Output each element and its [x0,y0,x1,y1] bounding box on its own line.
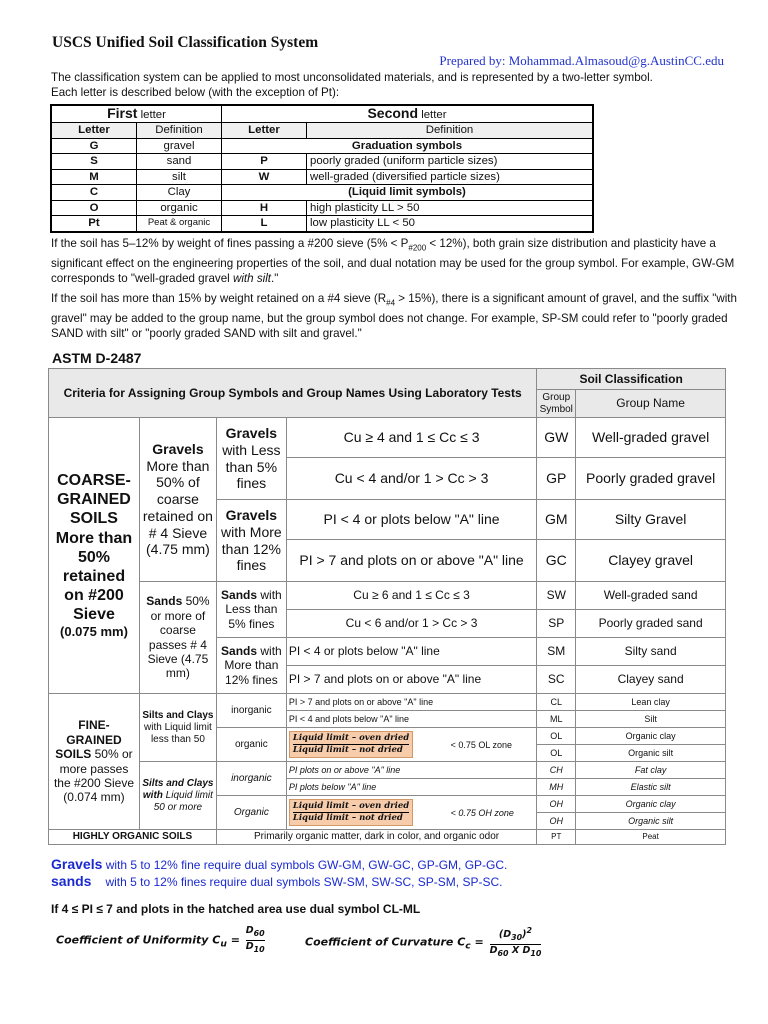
definition-cell: high plasticity LL > 50 [307,200,594,216]
group-symbol: SP [537,610,576,638]
letter-cell: M [51,169,137,185]
group-symbol-header: Group Symbol [537,390,576,418]
group-symbol: SC [537,666,576,694]
oh-criteria [286,796,536,830]
group-symbol: PT [537,830,576,845]
letter-cell: Pt [51,216,137,232]
letter-cell: S [51,154,137,170]
criteria-cell: PI plots below "A" line [286,779,536,796]
gravels-dual-note: Gravels with 5 to 12% fine require dual symbols GW-GM, GW-GC, GP-GM, GP-GC. [51,856,508,872]
cc-fraction: $\frac{(D_{30})^2}{D_{60} X D_{10}}$ [489,926,542,958]
group-name: Organic clay [576,728,726,745]
letter-cell: L [222,216,307,232]
organic-label: organic [216,728,286,762]
col-letter: Letter [51,123,137,139]
second-letter-header: Second letter [222,105,594,123]
letter-cell: W [222,169,307,185]
group-symbol: MH [537,779,576,796]
group-name: Clayey sand [576,666,726,694]
col-letter: Letter [222,123,307,139]
author-credit[interactable]: Prepared by: Mohammad.Almasoud@g.AustinCC.edu [439,53,724,68]
coarse-grained-label: COARSE-GRAINED SOILS More than 50% retained on #200 Sieve (0.075 mm) [49,418,140,694]
criteria-cell: Cu ≥ 6 and 1 ≤ Cc ≤ 3 [286,582,536,610]
intro-line-2: Each letter is described below (with the exception of Pt): [51,86,340,99]
group-symbol: GM [537,500,576,540]
page-title: USCS Unified Soil Classification System [52,34,319,51]
criteria-cell: Cu ≥ 4 and 1 ≤ Cc ≤ 3 [286,418,536,458]
group-name: Peat [576,830,726,845]
group-name: Poorly graded sand [576,610,726,638]
liquid-limit-header: (Liquid limit symbols) [222,185,594,201]
criteria-cell: PI > 7 and plots on or above "A" line [286,666,536,694]
group-name: Silty sand [576,638,726,666]
oh-zone: < 0.75 OH zone [450,807,514,818]
cl-ml-note: If 4 ≤ PI ≤ 7 and plots in the hatched area use dual symbol CL-ML [51,902,421,916]
definition-cell: sand [137,154,222,170]
letter-cell: P [222,154,307,170]
sands-more-label: Sands with More than 12% fines [216,638,286,694]
dual-notation-paragraph: If the soil has 5–12% by weight of fines passing a #200 sieve $(5\% < P_{\#200} < 12\%)$, both grain size distribution and plasticity have a significant effect on the engineering properties of the soil, and dual notation may be used for the group symbol. For example, GW-GM corresponds to "well-graded gravel with silt." [51,237,735,286]
definition-cell: silt [137,169,222,185]
cu-fraction: $\frac{D_{60}}{D_{10}}$ [245,925,265,954]
group-symbol: ML [537,711,576,728]
highly-organic-criteria: Primarily organic matter, dark in color, and organic odor [216,830,536,845]
definition-cell: organic [137,200,222,216]
criteria-cell: PI < 4 or plots below "A" line [286,500,536,540]
group-name: Silty Gravel [576,500,726,540]
sands-label: Sands 50% or more of coarse passes # 4 Sieve (4.75 mm) [139,582,216,694]
definition-cell: gravel [137,138,222,154]
gravels-less-label: Gravels with Less than 5% fines [216,418,286,500]
criteria-cell: Cu < 6 and/or 1 > Cc > 3 [286,610,536,638]
highly-organic-label: HIGHLY ORGANIC SOILS [49,830,217,845]
organic-label: Organic [216,796,286,830]
classification-table [48,368,726,845]
criteria-cell: Cu < 4 and/or 1 > Cc > 3 [286,458,536,500]
group-symbol: CL [537,694,576,711]
definition-cell: Clay [137,185,222,201]
group-name: Fat clay [576,762,726,779]
coefficient-uniformity: Coefficient of Uniformity $C_u$ = $\frac{D_{60}}{D_{10}}$ [56,925,265,954]
silts-clays-low-label: Silts and Clays with Liquid limit less than 50 [139,694,216,762]
coefficient-curvature: Coefficient of Curvature $C_c$ = $\frac{(D_{30})^2}{D_{60} X D_{10}}$ [305,926,542,958]
gravel-suffix-paragraph: If the soil has more than 15% by weight retained on a #4 sieve $(R_{\#4} > 15\%)$, there is a significant amount of gravel, and the suffix "with gravel" may be added to the group name, but the group symbol does not change. For example, SP-SM could refer to "poorly graded SAND with silt" or "poorly graded SAND with silt and gravel." [51,292,737,341]
group-name: Poorly graded gravel [576,458,726,500]
criteria-cell: PI > 7 and plots on or above "A" line [286,694,536,711]
group-symbol: OL [537,745,576,762]
criteria-cell: PI plots on or above "A" line [286,762,536,779]
gravels-more-label: Gravels with More than 12% fines [216,500,286,582]
ol-zone: < 0.75 OL zone [450,739,513,750]
silts-clays-high-label: Silts and Clays with Liquid limit 50 or more [139,762,216,830]
definition-cell: low plasticity LL < 50 [307,216,594,232]
liquid-limit-ratio: $\frac{\text{Liquid limit – oven dried}}{\text{Liquid limit – not dried}}$ [289,799,413,826]
col-definition: Definition [307,123,594,139]
soil-class-header: Soil Classification [537,369,726,390]
criteria-cell: PI < 4 and plots below "A" line [286,711,536,728]
intro-text [51,70,741,100]
sands-dual-note: sands with 5 to 12% fines require dual symbols SW-SM, SW-SC, SP-SM, SP-SC. [51,873,503,889]
group-name: Silt [576,711,726,728]
inorganic-label: inorganic [216,694,286,728]
group-symbol: OL [537,728,576,745]
group-name: Organic silt [576,745,726,762]
first-letter-header: First letter [51,105,222,123]
inorganic-label: inorganic [216,762,286,796]
letter-cell: O [51,200,137,216]
criteria-cell: PI < 4 or plots below "A" line [286,638,536,666]
criteria-header: Criteria for Assigning Group Symbols and Group Names Using Laboratory Tests [49,369,537,418]
group-name: Clayey gravel [576,540,726,582]
intro-line-1: The classification system can be applied to most unconsolidated materials, and is represented by a two-letter symbol. [51,71,653,84]
col-definition: Definition [137,123,222,139]
letter-cell: G [51,138,137,154]
standard-heading: ASTM D-2487 [52,350,142,366]
group-name: Well-graded gravel [576,418,726,458]
group-name: Well-graded sand [576,582,726,610]
group-name: Organic clay [576,796,726,813]
liquid-limit-ratio: $\frac{\text{Liquid limit – oven dried}}{\text{Liquid limit – not dried}}$ [289,731,413,758]
group-symbol: SM [537,638,576,666]
group-name: Elastic silt [576,779,726,796]
letter-cell: C [51,185,137,201]
definition-cell: poorly graded (uniform particle sizes) [307,154,594,170]
definition-cell: Peat & organic [137,216,222,232]
group-name-header: Group Name [576,390,726,418]
definition-cell: well-graded (diversified particle sizes) [307,169,594,185]
group-symbol: SW [537,582,576,610]
letter-cell: H [222,200,307,216]
letter-table [50,104,594,233]
dual-symbol-notes [51,856,507,890]
group-symbol: GW [537,418,576,458]
gravels-label: Gravels More than 50% of coarse retained on # 4 Sieve (4.75 mm) [139,418,216,582]
group-name: Lean clay [576,694,726,711]
fine-grained-label: FINE-GRAINED SOILS 50% or more passes the #200 Sieve (0.074 mm) [49,694,140,830]
ol-criteria [286,728,536,762]
group-symbol: GP [537,458,576,500]
group-name: Organic silt [576,813,726,830]
group-symbol: OH [537,796,576,813]
sands-less-label: Sands with Less than 5% fines [216,582,286,638]
group-symbol: GC [537,540,576,582]
graduation-header: Graduation symbols [222,138,594,154]
group-symbol: OH [537,813,576,830]
criteria-cell: PI > 7 and plots on or above "A" line [286,540,536,582]
group-symbol: CH [537,762,576,779]
